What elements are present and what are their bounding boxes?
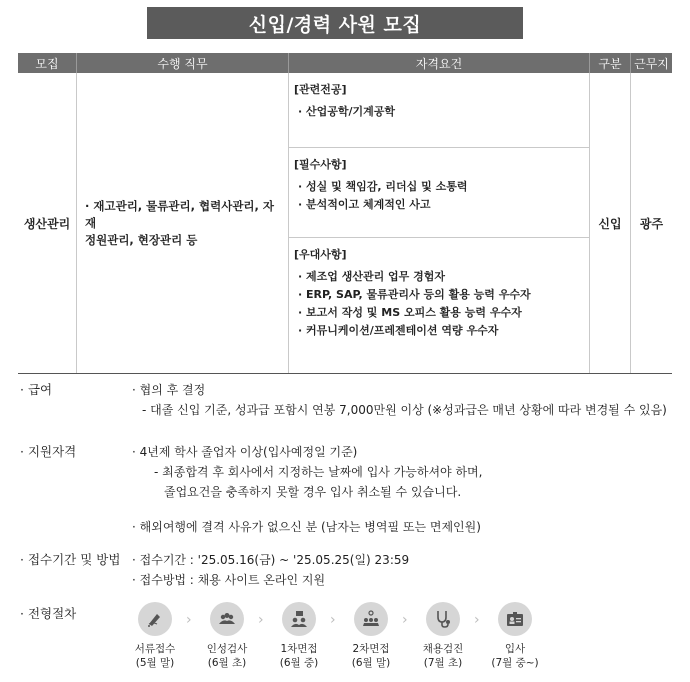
header-recruit: 모집 [18, 53, 77, 73]
type-cell: 신입 [590, 73, 631, 373]
step-when: (7월 중~) [491, 657, 539, 669]
req-preferred [289, 238, 589, 373]
salary-value [132, 380, 667, 420]
application-row [20, 550, 680, 594]
step-name: 입사 [504, 643, 526, 655]
application-period: · 접수기간 : '25.05.16(금) ~ '25.05.25(일) 23:59 [132, 553, 410, 567]
application-value [132, 550, 409, 590]
header-requirements: 자격요건 [289, 53, 590, 73]
eligibility-detail: 졸업요건을 충족하지 못할 경우 입사 취소될 수 있습니다. [164, 485, 462, 499]
step-checkup [408, 602, 478, 670]
id-card-icon [498, 602, 532, 636]
req-item: · 커뮤니케이션/프레젠테이션 역량 우수자 [298, 324, 499, 337]
header-duties: 수행 직무 [77, 53, 289, 73]
req-item: · 제조업 생산관리 업무 경험자 [298, 270, 446, 283]
process-steps [120, 602, 560, 674]
chevron-right-icon: › [474, 612, 480, 628]
step-aptitude [192, 602, 262, 670]
step-when: (6월 말) [351, 657, 391, 669]
interview-icon [282, 602, 316, 636]
eligibility-detail: - 최종합격 후 회사에서 지정하는 날짜에 입사 가능하셔야 하며, [154, 465, 483, 479]
location-cell: 광주 [639, 216, 664, 231]
table-row [18, 73, 672, 374]
req-heading: [관련전공] [294, 83, 347, 96]
step-name: 인성검사 [206, 643, 248, 655]
step-when: (7월 초) [423, 657, 463, 669]
step-name: 채용검진 [422, 643, 464, 655]
requirements-cell [289, 73, 590, 373]
req-required [289, 148, 589, 238]
page-title: 신입/경력 사원 모집 [147, 7, 523, 39]
req-heading: [필수사항] [294, 158, 347, 171]
recruit-cell: 생산관리 [18, 73, 77, 373]
chevron-right-icon: › [402, 612, 408, 628]
duty-line: · 재고관리, 물류관리, 협력사관리, 자재 [85, 198, 275, 230]
req-major [289, 73, 589, 148]
req-item: · 보고서 작성 및 MS 오피스 활용 능력 우수자 [298, 306, 522, 319]
header-location: 근무지 [634, 56, 669, 71]
eligibility-value [132, 442, 482, 537]
chevron-right-icon: › [330, 612, 336, 628]
req-item: · ERP, SAP, 물류관리사 등의 활용 능력 우수자 [298, 288, 531, 301]
req-heading: [우대사항] [294, 248, 347, 261]
req-item: · 성실 및 책임감, 리더십 및 소통력 [298, 180, 468, 193]
salary-row [20, 380, 680, 420]
salary-detail: - 대졸 신입 기준, 성과급 포함시 연봉 7,000만원 이상 (※성과급은 매년 상황에 따라 변경될 수 있음) [142, 403, 667, 417]
step-when: (6월 초) [207, 657, 247, 669]
eligibility-line: · 해외여행에 결격 사유가 없으신 분 (남자는 병역필 또는 면제인원) [132, 520, 481, 534]
req-item: · 산업공학/기계공학 [298, 105, 396, 118]
duties-cell [77, 73, 289, 373]
req-item: · 분석적이고 체계적인 사고 [298, 198, 431, 211]
process-label: · 전형절차 [20, 606, 77, 621]
stethoscope-icon [426, 602, 460, 636]
salary-line: · 협의 후 결정 [132, 383, 206, 397]
header-type: 구분 [590, 53, 631, 73]
eligibility-label: · 지원자격 [20, 444, 77, 459]
chevron-right-icon: › [186, 612, 192, 628]
step-document [120, 602, 190, 670]
step-when: (6월 중) [279, 657, 319, 669]
eligibility-row [20, 442, 680, 542]
chevron-right-icon: › [258, 612, 264, 628]
salary-label: · 급여 [20, 382, 53, 397]
pen-icon [138, 602, 172, 636]
step-name: 서류접수 [134, 643, 176, 655]
eligibility-line: · 4년제 학사 졸업자 이상(입사예정일 기준) [132, 445, 358, 459]
step-name: 1차면접 [280, 643, 318, 655]
duty-line: 정원관리, 현장관리 등 [85, 232, 198, 247]
step-interview2 [336, 602, 406, 670]
step-name: 2차면접 [352, 643, 390, 655]
application-label: · 접수기간 및 방법 [20, 552, 121, 567]
panel-icon [354, 602, 388, 636]
step-join [480, 602, 550, 670]
step-when: (5월 말) [135, 657, 175, 669]
table-header [18, 53, 672, 73]
group-icon [210, 602, 244, 636]
step-interview1 [264, 602, 334, 670]
job-table [18, 53, 672, 374]
application-method: · 접수방법 : 채용 사이트 온라인 지원 [132, 573, 326, 587]
